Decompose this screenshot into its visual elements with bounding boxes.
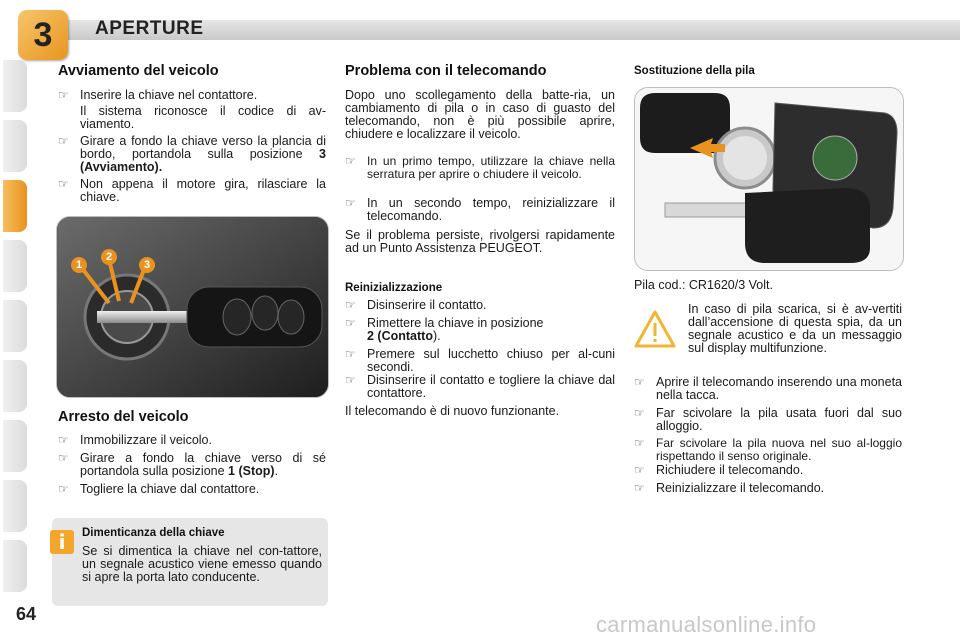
list-item: ☞ In un secondo tempo, reinizializzare il telecomando. xyxy=(345,196,615,223)
bullet-icon: ☞ xyxy=(345,347,356,361)
chapter-number-badge: 3 xyxy=(18,10,68,60)
bullet-icon: ☞ xyxy=(58,451,69,465)
list-item: ☞ Richiudere il telecomando. xyxy=(634,463,804,477)
list-item: ☞ Disinserire il contatto. xyxy=(345,298,487,312)
bullet-icon: ☞ xyxy=(58,134,69,148)
list-item: ☞ Reinizializzare il telecomando. xyxy=(634,481,825,495)
list-item: ☞ Girare a fondo la chiave verso la plancia di bordo, portandola sulla posizione 3 (Avviamento). xyxy=(58,134,326,174)
bullet-icon: ☞ xyxy=(58,88,69,102)
side-tab[interactable] xyxy=(3,360,27,412)
ignition-illustration xyxy=(57,217,328,397)
battery-code: Pila cod.: CR1620/3 Volt. xyxy=(634,278,773,292)
page-number: 64 xyxy=(16,604,37,624)
info-box-text: Se si dimentica la chiave nel con-tattore, un segnale acustico viene emesso quando si apre la porta lato conducente. xyxy=(82,544,322,584)
section-title-battery: Sostituzione della pila xyxy=(634,65,755,77)
position-label: 1 xyxy=(71,257,87,273)
list-item-text: Il sistema riconosce il codice di av-viamento. xyxy=(80,104,326,131)
chapter-title: APERTURE xyxy=(95,18,204,39)
side-tab[interactable] xyxy=(3,300,27,352)
side-tab[interactable] xyxy=(3,60,27,112)
section-title-start: Avviamento del veicolo xyxy=(58,63,219,79)
side-tab[interactable] xyxy=(3,240,27,292)
side-tab-active[interactable] xyxy=(3,180,27,232)
bullet-icon: ☞ xyxy=(345,154,356,168)
remote-after: Se il problema persiste, rivolgersi rapidamente ad un Punto Assistenza PEUGEOT. xyxy=(345,228,615,255)
warning-text: In caso di pila scarica, si è av-vertiti dall’accensione di questa spia, da un segnale acustico e da un messaggio sul display multifunzione. xyxy=(688,302,902,355)
list-item: ☞ Premere sul lucchetto chiuso per al-cuni secondi. xyxy=(345,347,615,374)
section-title-stop: Arresto del veicolo xyxy=(58,409,189,425)
section-title-remote: Problema con il telecomando xyxy=(345,63,547,79)
side-tab[interactable] xyxy=(3,480,27,532)
list-item: ☞ In un primo tempo, utilizzare la chiave nella serratura per aprire o chiudere il veicolo. xyxy=(345,154,615,181)
bullet-icon: ☞ xyxy=(634,436,645,450)
info-icon: i xyxy=(50,530,74,554)
list-item: ☞ Non appena il motore gira, rilasciare la chiave. xyxy=(58,177,326,204)
bullet-icon: ☞ xyxy=(345,298,356,312)
bullet-icon: ☞ xyxy=(345,196,356,210)
watermark: carmanualsonline.info xyxy=(596,612,817,637)
position-label: 2 xyxy=(101,249,117,265)
bullet-icon: ☞ xyxy=(345,316,356,330)
bullet-icon: ☞ xyxy=(634,481,645,495)
ignition-key-photo xyxy=(56,216,329,398)
list-item: ☞ Immobilizzare il veicolo. xyxy=(58,433,212,447)
remote-final: Il telecomando è di nuovo funzionante. xyxy=(345,404,560,418)
battery-illustration xyxy=(635,88,903,270)
list-item: ☞ Aprire il telecomando inserendo una moneta nella tacca. xyxy=(634,375,902,402)
list-item: ☞ Disinserire il contatto e togliere la chiave dal contattore. xyxy=(345,373,615,400)
side-tab[interactable] xyxy=(3,120,27,172)
list-item: ☞ Togliere la chiave dal contattore. xyxy=(58,482,260,496)
side-tab[interactable] xyxy=(3,420,27,472)
bullet-icon: ☞ xyxy=(58,482,69,496)
list-item: ☞ Far scivolare la pila usata fuori dal suo alloggio. xyxy=(634,406,902,433)
warning-icon xyxy=(634,309,676,351)
info-box-title: Dimenticanza della chiave xyxy=(82,527,225,539)
side-tab[interactable] xyxy=(3,540,27,592)
remote-intro: Dopo uno scollegamento della batte-ria, un cambiamento di pila o in caso di guasto del telecomando, non è più possibile aprire, chiudere e localizzare il veicolo. xyxy=(345,88,615,141)
bullet-icon: ☞ xyxy=(634,406,645,420)
list-item: ☞ Inserire la chiave nel contattore. xyxy=(58,88,258,102)
bullet-icon: ☞ xyxy=(634,463,645,477)
bullet-icon: ☞ xyxy=(634,375,645,389)
section-title-reinit: Reinizializzazione xyxy=(345,282,443,294)
remote-battery-photo xyxy=(634,87,904,271)
bullet-icon: ☞ xyxy=(58,177,69,191)
list-item: ☞ Girare a fondo la chiave verso di sé portandola sulla posizione 1 (Stop). xyxy=(58,451,326,478)
position-label: 3 xyxy=(139,257,155,273)
list-item: ☞ Rimettere la chiave in posizione 2 (Contatto). xyxy=(345,316,544,343)
bullet-icon: ☞ xyxy=(58,433,69,447)
bullet-icon: ☞ xyxy=(345,373,356,387)
list-item: ☞ Far scivolare la pila nuova nel suo al-loggio rispettando il senso originale. xyxy=(634,436,902,463)
